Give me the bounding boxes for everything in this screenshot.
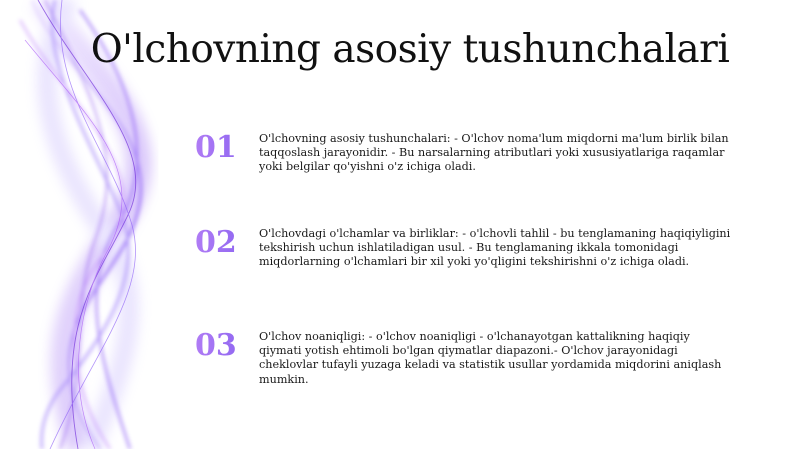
slide-title: O'lchovning asosiy tushunchalari xyxy=(90,27,730,72)
item-number: 03 xyxy=(195,328,251,364)
item-number: 01 xyxy=(195,130,251,166)
item-text: O'lchovdagi o'lchamlar va birliklar: - o'lchovli tahlil - bu tenglamaning haqiqiyligini tekshirish uchun ishlatiladigan usul. - Bu tenglamaning ikkala tomonidagi miqdorlarning o'lchamlari bir xil yoki yo'qligini tekshirishni o'z ichiga oladi. xyxy=(259,227,731,269)
item-text: O'lchovning asosiy tushunchalari: - O'lchov noma'lum miqdorni ma'lum birlik bilan taqqoslash jarayonidir. - Bu narsalarning atributlari yoki xususiyatlariga raqamlar yoki belgilar qo'yishni o'z ichiga oladi. xyxy=(259,132,729,174)
item-number: 02 xyxy=(195,225,251,261)
item-text: O'lchov noaniqligi: - o'lchov noaniqligi - o'lchanayotgan kattalikning haqiqiy qiymati yotish ehtimoli bo'lgan qiymatlar diapazoni.- O'lchov jarayonidagi cheklovlar tufayli yuzaga keladi va statistik usullar yordamida miqdorini aniqlash mumkin. xyxy=(259,330,722,386)
